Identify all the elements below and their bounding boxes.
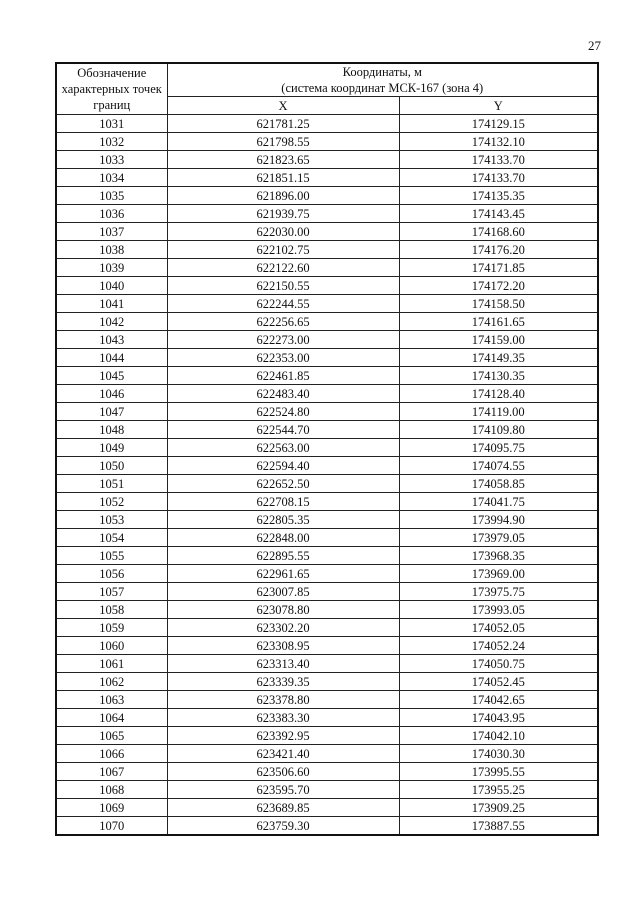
- point-id-cell: 1058: [56, 601, 167, 619]
- point-id-cell: 1035: [56, 187, 167, 205]
- table-row: [56, 763, 598, 781]
- y-coordinate-cell: 174133.70: [399, 151, 598, 169]
- x-coordinate-cell: 621896.00: [167, 187, 399, 205]
- y-coordinate-cell: 174161.65: [399, 313, 598, 331]
- x-coordinate-cell: 623506.60: [167, 763, 399, 781]
- point-id-cell: 1061: [56, 655, 167, 673]
- x-coordinate-cell: 622256.65: [167, 313, 399, 331]
- x-coordinate-cell: 623383.30: [167, 709, 399, 727]
- point-id-cell: 1043: [56, 331, 167, 349]
- table-row: [56, 241, 598, 259]
- y-coordinate-cell: 174042.65: [399, 691, 598, 709]
- table-row: [56, 565, 598, 583]
- table-row: [56, 475, 598, 493]
- table-row: [56, 169, 598, 187]
- table-row: [56, 493, 598, 511]
- point-id-cell: 1033: [56, 151, 167, 169]
- x-coordinate-cell: 623007.85: [167, 583, 399, 601]
- y-coordinate-cell: 174119.00: [399, 403, 598, 421]
- table-row: [56, 403, 598, 421]
- x-coordinate-cell: 621939.75: [167, 205, 399, 223]
- point-id-cell: 1064: [56, 709, 167, 727]
- x-coordinate-cell: 623759.30: [167, 817, 399, 836]
- point-id-cell: 1049: [56, 439, 167, 457]
- table-row: [56, 529, 598, 547]
- table-row: [56, 781, 598, 799]
- point-id-cell: 1047: [56, 403, 167, 421]
- table-row: [56, 205, 598, 223]
- x-coordinate-cell: 622461.85: [167, 367, 399, 385]
- y-coordinate-cell: 174172.20: [399, 277, 598, 295]
- table-row: [56, 295, 598, 313]
- point-id-cell: 1062: [56, 673, 167, 691]
- y-coordinate-cell: 174074.55: [399, 457, 598, 475]
- table-row: [56, 223, 598, 241]
- x-coordinate-cell: 622563.00: [167, 439, 399, 457]
- y-coordinate-cell: 174043.95: [399, 709, 598, 727]
- x-coordinate-cell: 622150.55: [167, 277, 399, 295]
- point-id-cell: 1052: [56, 493, 167, 511]
- point-id-cell: 1031: [56, 115, 167, 133]
- y-coordinate-cell: 173975.75: [399, 583, 598, 601]
- y-coordinate-cell: 174052.45: [399, 673, 598, 691]
- table-row: [56, 421, 598, 439]
- table-row: [56, 313, 598, 331]
- coords-title: Координаты, м: [342, 65, 422, 79]
- x-coordinate-cell: 623308.95: [167, 637, 399, 655]
- table-row: [56, 259, 598, 277]
- y-coordinate-cell: 174052.24: [399, 637, 598, 655]
- table-header: [56, 63, 598, 115]
- table-row: [56, 385, 598, 403]
- y-coordinate-cell: 174042.10: [399, 727, 598, 745]
- x-coordinate-cell: 622895.55: [167, 547, 399, 565]
- y-coordinate-cell: 173968.35: [399, 547, 598, 565]
- y-coordinate-cell: 174168.60: [399, 223, 598, 241]
- x-coordinate-cell: 621851.15: [167, 169, 399, 187]
- point-id-cell: 1070: [56, 817, 167, 836]
- table-row: [56, 349, 598, 367]
- point-id-cell: 1032: [56, 133, 167, 151]
- table-row: [56, 655, 598, 673]
- x-coordinate-cell: 622652.50: [167, 475, 399, 493]
- x-coordinate-cell: 622708.15: [167, 493, 399, 511]
- coords-system: (система координат МСК-167 (зона 4): [281, 81, 484, 95]
- y-coordinate-cell: 174132.10: [399, 133, 598, 151]
- x-coordinate-cell: 623392.95: [167, 727, 399, 745]
- page-number: 27: [588, 38, 601, 53]
- x-coordinate-cell: 622524.80: [167, 403, 399, 421]
- y-coordinate-cell: 173979.05: [399, 529, 598, 547]
- x-coordinate-cell: 622544.70: [167, 421, 399, 439]
- table-row: [56, 331, 598, 349]
- x-coordinate-cell: 621781.25: [167, 115, 399, 133]
- x-coordinate-cell: 622244.55: [167, 295, 399, 313]
- x-coordinate-cell: 622353.00: [167, 349, 399, 367]
- x-coordinate-cell: 622594.40: [167, 457, 399, 475]
- point-id-cell: 1050: [56, 457, 167, 475]
- y-coordinate-cell: 174143.45: [399, 205, 598, 223]
- point-label-header: Обозначение характерных точек границ: [56, 63, 167, 115]
- table-row: [56, 151, 598, 169]
- table-row: [56, 709, 598, 727]
- y-coordinate-cell: 174149.35: [399, 349, 598, 367]
- table-row: [56, 727, 598, 745]
- coords-header: [167, 63, 598, 97]
- table-row: [56, 745, 598, 763]
- y-coordinate-cell: 174129.15: [399, 115, 598, 133]
- y-coordinate-cell: 174128.40: [399, 385, 598, 403]
- table-body: [56, 115, 598, 836]
- y-column-header: Y: [399, 97, 598, 115]
- x-coordinate-cell: 621798.55: [167, 133, 399, 151]
- table-row: [56, 439, 598, 457]
- y-coordinate-cell: 173909.25: [399, 799, 598, 817]
- x-coordinate-cell: 621823.65: [167, 151, 399, 169]
- point-id-cell: 1063: [56, 691, 167, 709]
- x-coordinate-cell: 623378.80: [167, 691, 399, 709]
- y-coordinate-cell: 174171.85: [399, 259, 598, 277]
- y-coordinate-cell: 174158.50: [399, 295, 598, 313]
- x-coordinate-cell: 623078.80: [167, 601, 399, 619]
- x-coordinate-cell: 623302.20: [167, 619, 399, 637]
- y-coordinate-cell: 174095.75: [399, 439, 598, 457]
- point-id-cell: 1066: [56, 745, 167, 763]
- point-id-cell: 1060: [56, 637, 167, 655]
- point-id-cell: 1059: [56, 619, 167, 637]
- point-id-cell: 1042: [56, 313, 167, 331]
- table-row: [56, 673, 598, 691]
- y-coordinate-cell: 174050.75: [399, 655, 598, 673]
- x-coordinate-cell: 623339.35: [167, 673, 399, 691]
- x-coordinate-cell: 623595.70: [167, 781, 399, 799]
- x-coordinate-cell: 622805.35: [167, 511, 399, 529]
- y-coordinate-cell: 174176.20: [399, 241, 598, 259]
- table-row: [56, 133, 598, 151]
- y-coordinate-cell: 174135.35: [399, 187, 598, 205]
- point-id-cell: 1037: [56, 223, 167, 241]
- y-coordinate-cell: 174133.70: [399, 169, 598, 187]
- point-id-cell: 1055: [56, 547, 167, 565]
- x-coordinate-cell: 623421.40: [167, 745, 399, 763]
- table-row: [56, 115, 598, 133]
- coordinates-table: [55, 62, 599, 836]
- table-row: [56, 601, 598, 619]
- point-id-cell: 1053: [56, 511, 167, 529]
- point-id-cell: 1040: [56, 277, 167, 295]
- point-id-cell: 1067: [56, 763, 167, 781]
- y-coordinate-cell: 174130.35: [399, 367, 598, 385]
- y-coordinate-cell: 173887.55: [399, 817, 598, 836]
- point-id-cell: 1034: [56, 169, 167, 187]
- point-id-cell: 1065: [56, 727, 167, 745]
- point-id-cell: 1041: [56, 295, 167, 313]
- x-coordinate-cell: 622848.00: [167, 529, 399, 547]
- point-id-cell: 1046: [56, 385, 167, 403]
- point-id-cell: 1039: [56, 259, 167, 277]
- point-id-cell: 1051: [56, 475, 167, 493]
- point-id-cell: 1038: [56, 241, 167, 259]
- point-id-cell: 1048: [56, 421, 167, 439]
- table-row: [56, 277, 598, 295]
- y-coordinate-cell: 173993.05: [399, 601, 598, 619]
- y-coordinate-cell: 173955.25: [399, 781, 598, 799]
- point-id-cell: 1036: [56, 205, 167, 223]
- x-coordinate-cell: 622483.40: [167, 385, 399, 403]
- y-coordinate-cell: 174041.75: [399, 493, 598, 511]
- y-coordinate-cell: 174052.05: [399, 619, 598, 637]
- table-row: [56, 583, 598, 601]
- y-coordinate-cell: 174058.85: [399, 475, 598, 493]
- point-id-cell: 1045: [56, 367, 167, 385]
- y-coordinate-cell: 173995.55: [399, 763, 598, 781]
- point-id-cell: 1044: [56, 349, 167, 367]
- y-coordinate-cell: 173994.90: [399, 511, 598, 529]
- point-id-cell: 1069: [56, 799, 167, 817]
- table-row: [56, 817, 598, 836]
- y-coordinate-cell: 174159.00: [399, 331, 598, 349]
- table-row: [56, 799, 598, 817]
- x-coordinate-cell: 622102.75: [167, 241, 399, 259]
- table-row: [56, 511, 598, 529]
- x-column-header: X: [167, 97, 399, 115]
- table-row: [56, 187, 598, 205]
- x-coordinate-cell: 623313.40: [167, 655, 399, 673]
- table-row: [56, 691, 598, 709]
- y-coordinate-cell: 174109.80: [399, 421, 598, 439]
- table-row: [56, 367, 598, 385]
- x-coordinate-cell: 622961.65: [167, 565, 399, 583]
- x-coordinate-cell: 623689.85: [167, 799, 399, 817]
- table-row: [56, 457, 598, 475]
- point-id-cell: 1054: [56, 529, 167, 547]
- point-id-cell: 1068: [56, 781, 167, 799]
- point-id-cell: 1056: [56, 565, 167, 583]
- table-row: [56, 619, 598, 637]
- y-coordinate-cell: 173969.00: [399, 565, 598, 583]
- x-coordinate-cell: 622030.00: [167, 223, 399, 241]
- x-coordinate-cell: 622273.00: [167, 331, 399, 349]
- table-row: [56, 547, 598, 565]
- table-row: [56, 637, 598, 655]
- y-coordinate-cell: 174030.30: [399, 745, 598, 763]
- point-id-cell: 1057: [56, 583, 167, 601]
- x-coordinate-cell: 622122.60: [167, 259, 399, 277]
